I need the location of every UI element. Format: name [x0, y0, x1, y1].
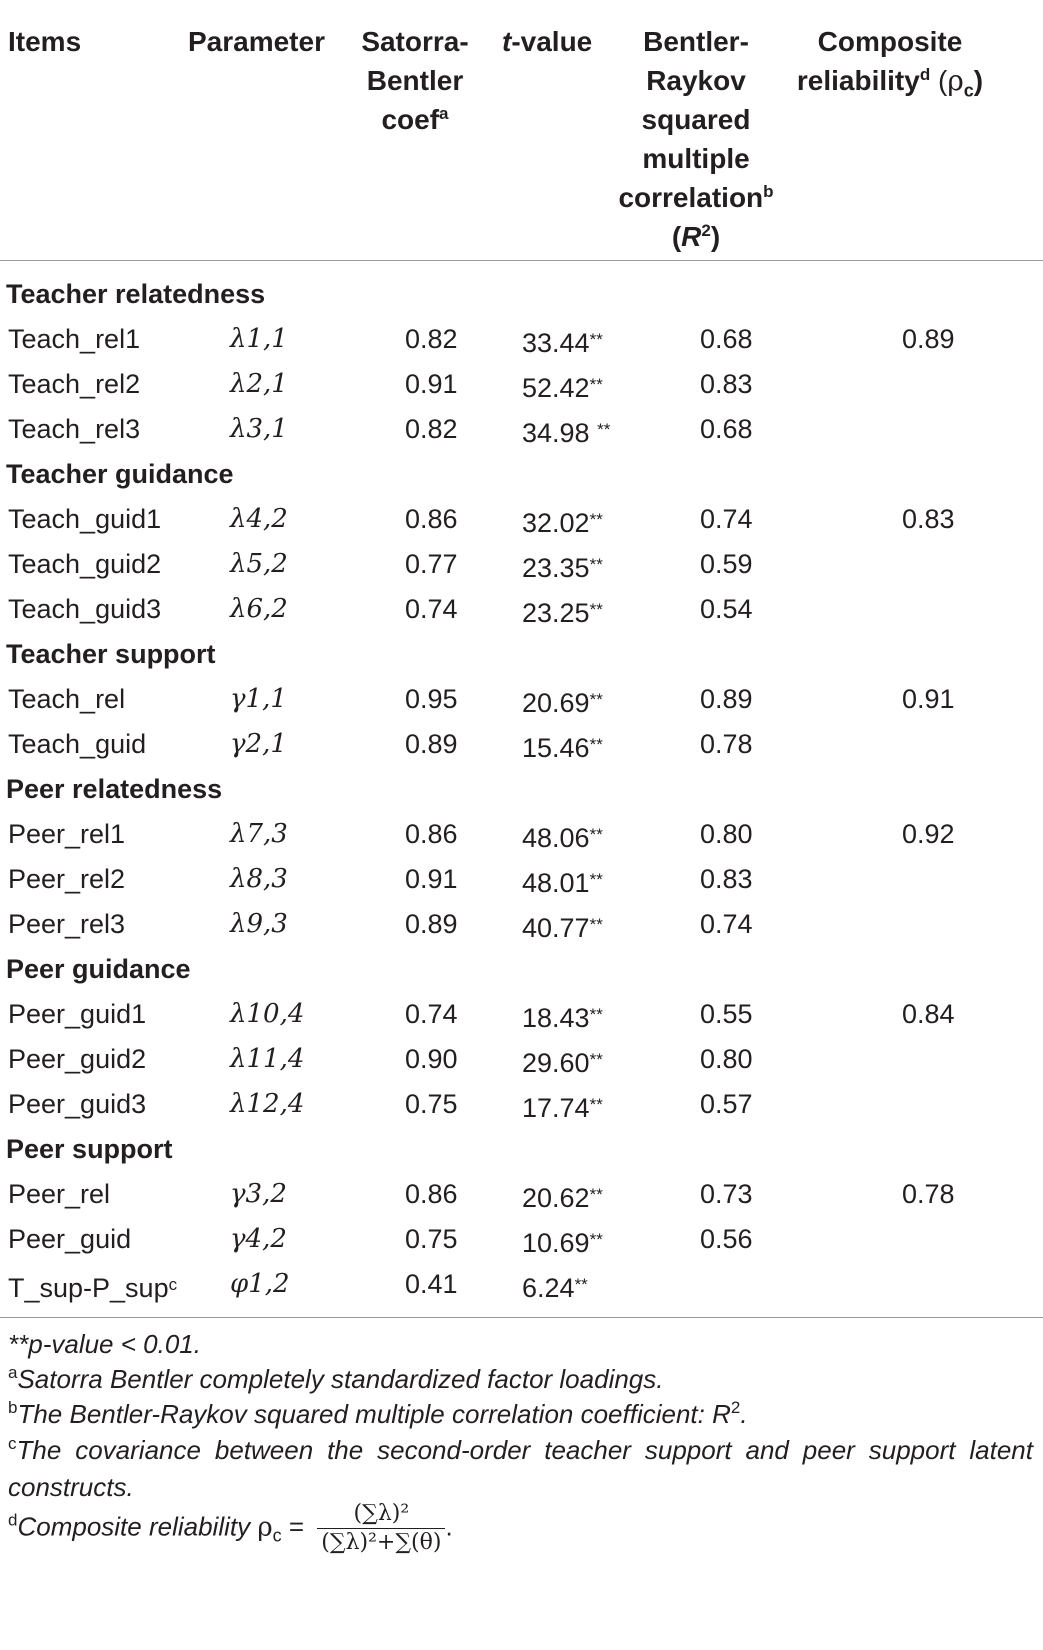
significance-stars: ** — [589, 375, 603, 394]
significance-stars: ** — [589, 870, 603, 889]
r2-cell: 0.59 — [700, 549, 753, 579]
coef-cell: 0.82 — [405, 414, 458, 444]
item-label: Peer_guid3 — [8, 1089, 147, 1119]
footnote-d-text: Composite reliability — [17, 1511, 258, 1542]
table-row — [0, 811, 1043, 858]
group-row — [0, 946, 1043, 993]
r2-r: R — [681, 221, 702, 252]
table-row — [0, 406, 1043, 453]
reliability-cell: 0.91 — [902, 684, 955, 714]
t-value-cell — [522, 1216, 603, 1267]
item-label: Teach_guid — [8, 729, 147, 759]
reliability-formula — [317, 1500, 445, 1557]
item-label: Teach_rel3 — [8, 414, 141, 444]
item-cell — [8, 1216, 131, 1263]
item-label: Peer_guid2 — [8, 1044, 147, 1074]
parameter-cell: λ2,1 — [230, 369, 288, 399]
table-row — [0, 1081, 1043, 1128]
r2-cell: 0.55 — [700, 999, 753, 1029]
coef-cell: 0.86 — [405, 1179, 458, 1209]
coef-line3: coef — [381, 104, 440, 135]
item-cell — [8, 1081, 146, 1128]
footnote-d — [8, 1500, 1033, 1557]
t-value: 48.01 — [522, 868, 590, 898]
coef-cell: 0.91 — [405, 864, 458, 894]
t-value-cell — [522, 586, 603, 637]
t-value-cell — [522, 1081, 603, 1132]
item-cell — [8, 541, 161, 588]
significance-stars: ** — [589, 1095, 603, 1114]
parameter-cell: λ11,4 — [230, 1044, 305, 1074]
coef-cell: 0.86 — [405, 504, 458, 534]
significance-stars: ** — [589, 1005, 603, 1024]
significance-stars: ** — [589, 600, 603, 619]
t-value-cell — [522, 676, 603, 727]
footnote-d-eq: = — [281, 1511, 312, 1542]
r2-cell: 0.56 — [700, 1224, 753, 1254]
significance-stars: ** — [589, 915, 603, 934]
t-value: 15.46 — [522, 733, 590, 763]
reliability-cell: 0.83 — [902, 504, 955, 534]
parameter-cell: λ5,2 — [230, 549, 288, 579]
item-cell — [8, 1261, 177, 1312]
table-row — [0, 856, 1043, 903]
footnote-b-text: The Bentler-Raykov squared multiple correlation coefficient: — [17, 1399, 713, 1429]
t-value: 52.42 — [522, 373, 590, 403]
r2-r-sup: 2 — [701, 221, 711, 240]
t-value-cell — [522, 406, 610, 457]
item-cell — [8, 496, 161, 543]
footnote-b-end: . — [740, 1399, 748, 1429]
r2-cell: 0.83 — [700, 864, 753, 894]
header-rule — [0, 260, 1043, 261]
table-row — [0, 541, 1043, 588]
item-label: Teach_guid1 — [8, 504, 162, 534]
t-value-cell — [522, 991, 603, 1042]
parameter-cell: γ1,1 — [230, 684, 287, 714]
parameter-cell: λ6,2 — [230, 594, 288, 624]
footer-rule — [0, 1317, 1043, 1318]
col-header-items: Items — [8, 26, 82, 57]
item-cell — [8, 856, 125, 903]
coef-line2: Bentler — [366, 65, 464, 96]
t-value-cell — [522, 1261, 588, 1312]
r2-cell: 0.89 — [700, 684, 753, 714]
significance-stars: ** — [589, 1230, 603, 1249]
significance-stars: ** — [589, 735, 603, 754]
r2-cell: 0.73 — [700, 1179, 753, 1209]
parameter-cell: γ4,2 — [230, 1224, 287, 1254]
rel-close: ) — [973, 65, 984, 96]
footnote-b-mark: b — [8, 1398, 18, 1417]
footnote-b — [8, 1396, 1033, 1433]
item-cell — [8, 586, 161, 633]
r2-line1: Bentler- — [643, 26, 749, 57]
r2-cell: 0.80 — [700, 819, 753, 849]
footnote-b-r: R — [712, 1399, 731, 1429]
coef-cell: 0.89 — [405, 909, 458, 939]
col-header-tvalue — [502, 22, 592, 61]
significance-stars: ** — [589, 690, 603, 709]
t-value: 20.69 — [522, 688, 590, 718]
r2-open: ( — [671, 221, 682, 252]
footnote-d-rho: ρ — [257, 1512, 273, 1543]
t-value-cell — [522, 541, 603, 592]
item-cell — [8, 1036, 146, 1083]
table-row — [0, 361, 1043, 408]
reliability-cell: 0.92 — [902, 819, 955, 849]
item-label: Teach_rel — [8, 684, 126, 714]
t-value: 40.77 — [522, 913, 590, 943]
parameter-cell: λ4,2 — [230, 504, 288, 534]
t-value-cell — [522, 856, 603, 907]
t-value: 17.74 — [522, 1093, 590, 1123]
t-value-cell — [522, 1171, 603, 1222]
item-label: T_sup-P_sup — [8, 1273, 169, 1303]
r2-cell: 0.78 — [700, 729, 753, 759]
table-row — [0, 1036, 1043, 1083]
col-header-r2 — [606, 22, 786, 256]
parameter-cell: λ3,1 — [230, 414, 288, 444]
group-label: Peer support — [6, 1134, 173, 1164]
r2-cell: 0.80 — [700, 1044, 753, 1074]
group-label: Teacher guidance — [6, 459, 234, 489]
r2-cell: 0.68 — [700, 324, 753, 354]
table-row — [0, 316, 1043, 363]
t-value: 33.44 — [522, 328, 590, 358]
group-row — [0, 631, 1043, 678]
footnote-d-sub: c — [272, 1525, 282, 1546]
coef-cell: 0.41 — [405, 1269, 458, 1299]
group-label: Teacher support — [6, 639, 216, 669]
r2-line3: squared — [641, 104, 751, 135]
coef-cell: 0.91 — [405, 369, 458, 399]
significance-stars: ** — [574, 1275, 588, 1294]
r2-cell: 0.83 — [700, 369, 753, 399]
item-label: Teach_guid2 — [8, 549, 162, 579]
table-row — [0, 901, 1043, 948]
item-cell — [8, 991, 146, 1038]
item-cell — [8, 676, 125, 723]
r2-cell: 0.74 — [700, 909, 753, 939]
table-row — [0, 1216, 1043, 1263]
rel-sup: d — [919, 65, 931, 84]
table-row — [0, 586, 1043, 633]
t-value-cell — [522, 496, 603, 547]
table-row — [0, 721, 1043, 768]
group-row — [0, 271, 1043, 318]
coef-sup: a — [439, 104, 449, 123]
item-label: Peer_guid — [8, 1224, 132, 1254]
parameter-cell: λ7,3 — [230, 819, 288, 849]
item-sup: c — [168, 1275, 178, 1294]
coef-cell: 0.77 — [405, 549, 458, 579]
group-row — [0, 451, 1043, 498]
table-row — [0, 1261, 1043, 1308]
parameter-cell: λ12,4 — [230, 1089, 305, 1119]
col-header-parameter: Parameter — [188, 26, 325, 57]
t-value-cell — [522, 1036, 603, 1087]
r2-cell: 0.74 — [700, 504, 753, 534]
reliability-cell: 0.78 — [902, 1179, 955, 1209]
t-value-cell — [522, 901, 603, 952]
footnote-a-mark: a — [8, 1363, 18, 1382]
parameter-cell: γ3,2 — [230, 1179, 287, 1209]
footnote-b-sup: 2 — [730, 1398, 741, 1417]
t-value: 18.43 — [522, 1003, 590, 1033]
col-header-coef — [352, 22, 478, 139]
footnote-pvalue: **p-value < 0.01. — [8, 1329, 201, 1359]
coef-cell: 0.89 — [405, 729, 458, 759]
r2-sup: b — [763, 182, 774, 201]
coef-line1: Satorra- — [361, 26, 469, 57]
group-label: Peer relatedness — [6, 774, 223, 804]
footnote-d-end: . — [445, 1511, 453, 1542]
formula-denominator: (∑λ)²+∑(θ) — [321, 1530, 442, 1555]
coef-cell: 0.75 — [405, 1089, 458, 1119]
r2-cell: 0.54 — [700, 594, 753, 624]
significance-stars: ** — [597, 420, 611, 439]
coef-cell: 0.86 — [405, 819, 458, 849]
t-value: 23.35 — [522, 553, 590, 583]
parameter-cell: λ10,4 — [230, 999, 305, 1029]
r2-line2: Raykov — [646, 65, 746, 96]
coef-cell: 0.74 — [405, 594, 458, 624]
footnote-c-text: The covariance between the second-order teacher support and peer support latent constructs. — [8, 1435, 1033, 1502]
significance-stars: ** — [589, 555, 603, 574]
significance-stars: ** — [589, 1185, 603, 1204]
t-value-cell — [522, 721, 603, 772]
item-label: Teach_rel2 — [8, 369, 141, 399]
t-value: 32.02 — [522, 508, 590, 538]
significance-stars: ** — [589, 1050, 603, 1069]
reliability-cell: 0.84 — [902, 999, 955, 1029]
r2-cell: 0.68 — [700, 414, 753, 444]
item-cell — [8, 316, 140, 363]
t-value: 34.98 — [522, 418, 598, 448]
item-cell — [8, 1171, 110, 1218]
r2-line5: correlation — [618, 182, 764, 213]
t-value-cell — [522, 811, 603, 862]
item-label: Peer_rel — [8, 1179, 111, 1209]
item-label: Peer_rel2 — [8, 864, 126, 894]
item-cell — [8, 406, 140, 453]
coef-cell: 0.95 — [405, 684, 458, 714]
significance-stars: ** — [589, 510, 603, 529]
significance-stars: ** — [589, 330, 603, 349]
rel-line2: reliability — [796, 65, 920, 96]
item-cell — [8, 721, 146, 768]
t-value: 48.06 — [522, 823, 590, 853]
item-cell — [8, 361, 140, 408]
coef-cell: 0.74 — [405, 999, 458, 1029]
group-label: Peer guidance — [6, 954, 191, 984]
r2-line4: multiple — [642, 143, 750, 174]
t-value-cell — [522, 316, 603, 367]
table-row — [0, 991, 1043, 1038]
footnote-a — [8, 1361, 1033, 1398]
coef-cell: 0.75 — [405, 1224, 458, 1254]
reliability-cell: 0.89 — [902, 324, 955, 354]
item-label: Peer_rel1 — [8, 819, 126, 849]
group-label: Teacher relatedness — [6, 279, 266, 309]
footnote-c — [8, 1432, 1033, 1506]
footnote-c-mark: c — [8, 1434, 17, 1453]
rel-sub: c — [963, 80, 974, 101]
t-value-cell — [522, 361, 603, 412]
formula-numerator: (∑λ)² — [317, 1500, 445, 1529]
rel-line1: Composite — [817, 26, 963, 57]
table-row — [0, 496, 1043, 543]
r2-cell: 0.57 — [700, 1089, 753, 1119]
t-value: 23.25 — [522, 598, 590, 628]
parameter-cell: λ9,3 — [230, 909, 288, 939]
parameter-cell: γ2,1 — [230, 729, 287, 759]
t-value: 20.62 — [522, 1183, 590, 1213]
significance-stars: ** — [589, 825, 603, 844]
item-label: Peer_rel3 — [8, 909, 126, 939]
rel-open: ( — [930, 65, 948, 96]
coef-cell: 0.90 — [405, 1044, 458, 1074]
group-row — [0, 1126, 1043, 1173]
t-rest: -value — [511, 26, 593, 57]
t-value: 29.60 — [522, 1048, 590, 1078]
item-label: Teach_guid3 — [8, 594, 162, 624]
item-cell — [8, 901, 125, 948]
t-value: 6.24 — [522, 1273, 575, 1303]
footnote-d-mark: d — [8, 1510, 18, 1530]
parameter-cell: λ8,3 — [230, 864, 288, 894]
rel-rho: ρ — [947, 64, 964, 97]
t-value: 10.69 — [522, 1228, 590, 1258]
col-header-reliability — [790, 22, 990, 111]
item-cell — [8, 811, 125, 858]
t-italic: t — [502, 26, 512, 57]
item-label: Peer_guid1 — [8, 999, 147, 1029]
table-row — [0, 676, 1043, 723]
coef-cell: 0.82 — [405, 324, 458, 354]
r2-close: ) — [710, 221, 721, 252]
parameter-cell: φ1,2 — [230, 1269, 290, 1299]
item-label: Teach_rel1 — [8, 324, 141, 354]
group-row — [0, 766, 1043, 813]
footnote-a-text: Satorra Bentler completely standardized factor loadings. — [17, 1364, 664, 1394]
table-row — [0, 1171, 1043, 1218]
parameter-cell: λ1,1 — [230, 324, 288, 354]
